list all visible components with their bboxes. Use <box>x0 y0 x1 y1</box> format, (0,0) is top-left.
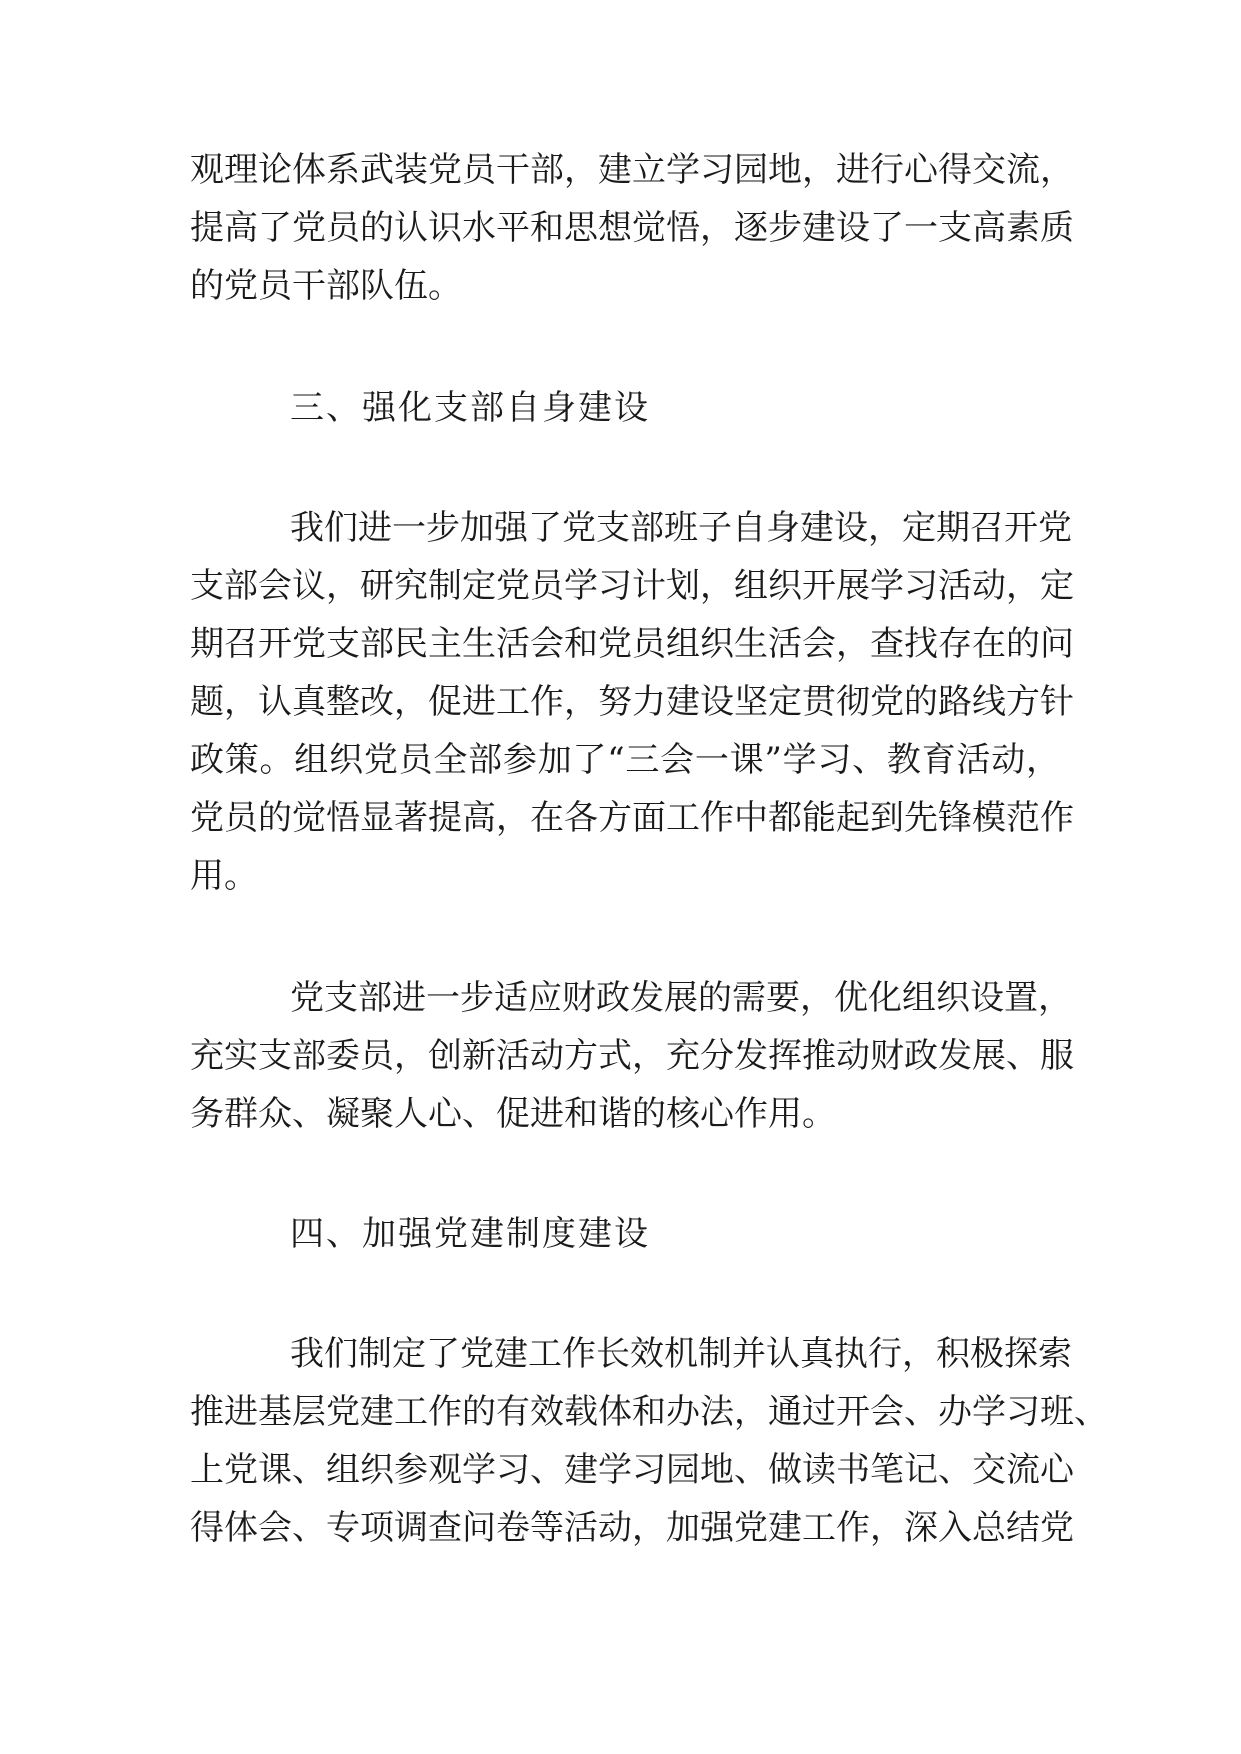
paragraph-line: 党员的觉悟显著提高，在各方面工作中都能起到先锋模范作 <box>190 798 1074 838</box>
paragraph-line: 上党课、组织参观学习、建学习园地、做读书笔记、交流心 <box>190 1450 1074 1490</box>
section-heading-3: 三、强化支部自身建设 <box>290 388 650 428</box>
paragraph-line: 务群众、凝聚人心、促进和谐的核心作用。 <box>190 1094 836 1134</box>
paragraph-line: 支部会议，研究制定党员学习计划，组织开展学习活动，定 <box>190 566 1074 606</box>
paragraph-line: 的党员干部队伍。 <box>190 266 462 306</box>
section-heading-4: 四、加强党建制度建设 <box>290 1214 650 1254</box>
paragraph-line: 用。 <box>190 856 258 896</box>
paragraph-line: 提高了党员的认识水平和思想觉悟，逐步建设了一支高素质 <box>190 208 1074 248</box>
paragraph-line: 推进基层党建工作的有效载体和办法，通过开会、办学习班、 <box>190 1392 1108 1432</box>
paragraph-line: 充实支部委员，创新活动方式，充分发挥推动财政发展、服 <box>190 1036 1074 1076</box>
paragraph-line: 观理论体系武装党员干部，建立学习园地，进行心得交流， <box>190 150 1074 190</box>
paragraph-line: 政策。组织党员全部参加了“三会一课”学习、教育活动， <box>190 740 1060 780</box>
paragraph-line: 我们制定了党建工作长效机制并认真执行，积极探索 <box>290 1334 1072 1374</box>
paragraph-line: 得体会、专项调查问卷等活动，加强党建工作，深入总结党 <box>190 1508 1074 1548</box>
paragraph-line: 题，认真整改，促进工作，努力建设坚定贯彻党的路线方针 <box>190 682 1074 722</box>
paragraph-line: 期召开党支部民主生活会和党员组织生活会，查找存在的问 <box>190 624 1074 664</box>
paragraph-line: 我们进一步加强了党支部班子自身建设，定期召开党 <box>290 508 1072 548</box>
paragraph-line: 党支部进一步适应财政发展的需要，优化组织设置， <box>290 978 1072 1018</box>
